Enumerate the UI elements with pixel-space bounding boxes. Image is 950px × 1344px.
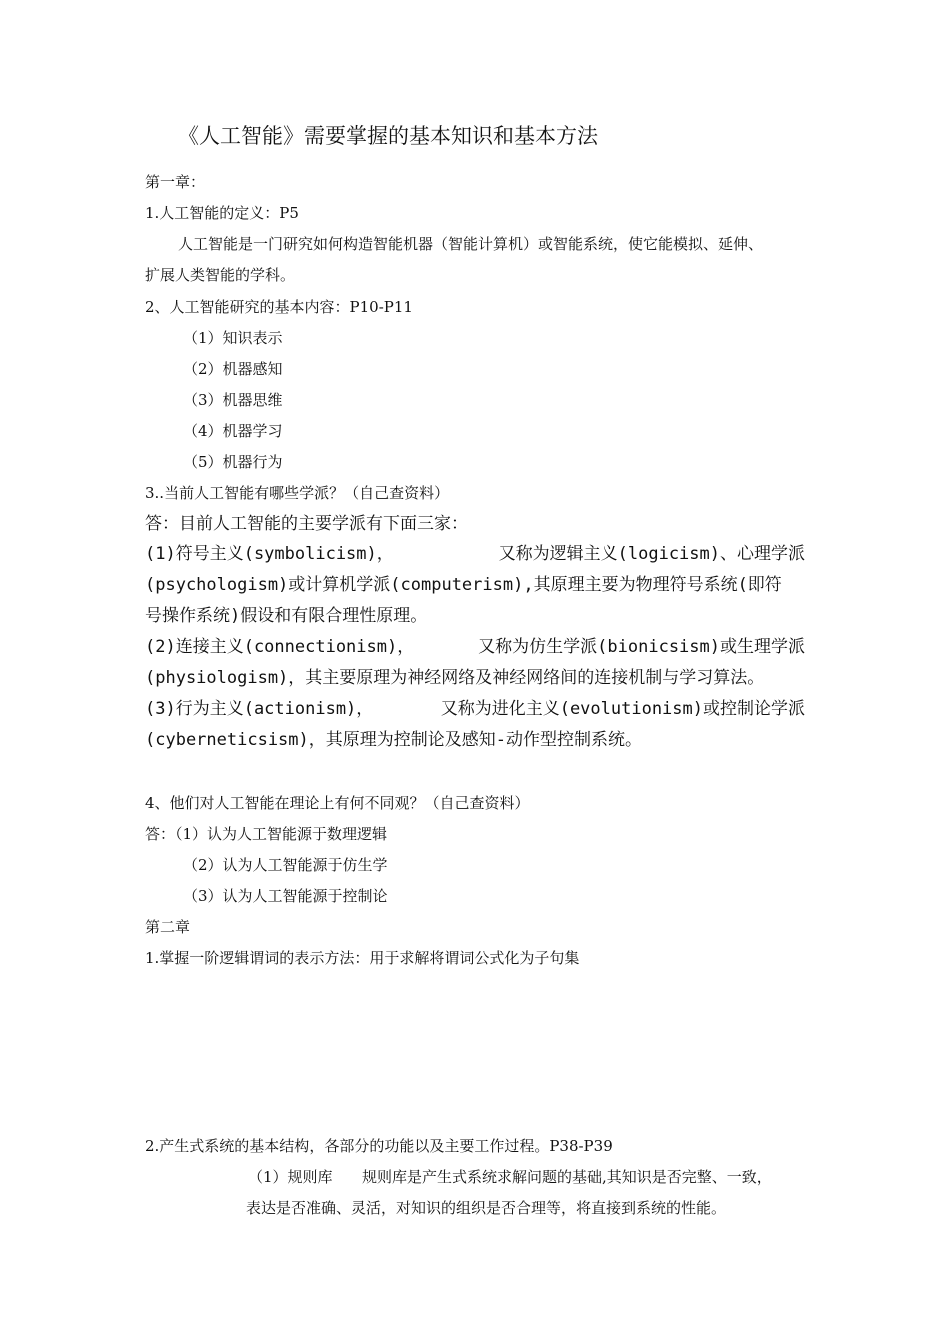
school-1-line-3: 号操作系统)假设和有限合理性原理。 <box>145 606 428 626</box>
list-item: （5）机器行为 <box>183 453 283 471</box>
answer-line: 答：（1）认为人工智能源于数理逻辑 <box>145 825 388 843</box>
list-item: （4）机器学习 <box>183 422 283 440</box>
school-1-line-1 <box>145 542 805 566</box>
rule-base-label: （1）规则库 <box>248 1168 333 1186</box>
school-3-line-2: (cyberneticsism)，其原理为控制论及感知-动作型控制系统。 <box>145 730 642 750</box>
chapter-1-heading: 第一章： <box>145 173 206 191</box>
school-2-line-2: (physiologism)，其主要原理为神经网络及神经网络间的连接机制与学习算法。 <box>145 668 765 688</box>
list-item: （2）机器感知 <box>183 360 283 378</box>
rule-base-desc-line-2: 表达是否准确、灵活，对知识的组织是否合理等，将直接到系统的性能。 <box>246 1199 727 1217</box>
question-2-1: 1.掌握一阶逻辑谓词的表示方法：用于求解将谓词公式化为子句集 <box>145 949 580 967</box>
school-2-name: (2)连接主义(connectionism)， <box>145 637 415 657</box>
list-item: （3）机器思维 <box>183 391 283 409</box>
school-3-name: (3)行为主义(actionism)， <box>145 699 374 719</box>
answer-line: （3）认为人工智能源于控制论 <box>183 887 388 905</box>
definition-line-1: 人工智能是一门研究如何构造智能机器（智能计算机）或智能系统，使它能模拟、延伸、 <box>178 235 764 253</box>
rule-base-desc-line-1: 规则库是产生式系统求解问题的基础,其知识是否完整、一致， <box>362 1168 772 1186</box>
school-1-name: (1)符号主义(symbolicism)， <box>145 544 394 564</box>
definition-line-2: 扩展人类智能的学科。 <box>145 266 296 284</box>
school-3-line-1 <box>145 697 805 721</box>
chapter-2-heading: 第二章 <box>145 918 191 936</box>
answer-intro: 答：目前人工智能的主要学派有下面三家： <box>145 514 468 534</box>
question-2-2: 2.产生式系统的基本结构，各部分的功能以及主要工作过程。P38-P39 <box>145 1137 613 1155</box>
list-item: （1）知识表示 <box>183 329 283 347</box>
question-1-1: 1.人工智能的定义：P5 <box>145 204 299 222</box>
school-2-aka: 又称为仿生学派(bionicsism)或生理学派 <box>478 637 805 657</box>
question-1-4: 4、他们对人工智能在理论上有何不同观？（自己查资料） <box>145 794 530 812</box>
answer-line: （2）认为人工智能源于仿生学 <box>183 856 388 874</box>
question-1-2: 2、人工智能研究的基本内容：P10-P11 <box>145 298 413 316</box>
school-2-line-1 <box>145 635 805 659</box>
question-1-3: 3..当前人工智能有哪些学派？（自己查资料） <box>145 484 450 502</box>
school-1-line-2: (psychologism)或计算机学派(computerism),其原理主要为物理符号系统(即符 <box>145 575 782 595</box>
school-3-aka: 又称为进化主义(evolutionism)或控制论学派 <box>440 699 805 719</box>
school-1-aka: 又称为逻辑主义(logicism)、心理学派 <box>498 544 805 564</box>
page-title: 《人工智能》需要掌握的基本知识和基本方法 <box>178 124 598 148</box>
